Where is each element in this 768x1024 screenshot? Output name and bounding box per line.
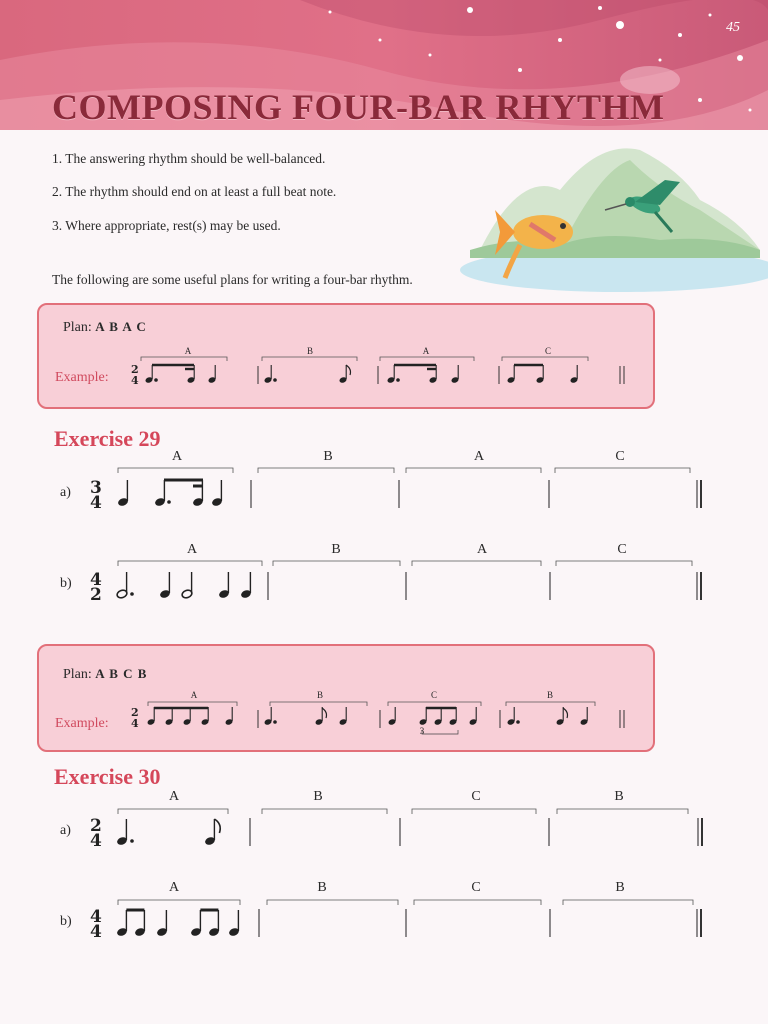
svg-text:4: 4 [90,570,102,590]
svg-text:2: 2 [90,816,102,836]
example-label: Example: [55,370,109,385]
section-letter: A [168,880,180,895]
section-brackets [118,468,690,473]
intro-text: The following are some useful plans for writing a four-bar rhythm. [52,272,413,287]
plan-box-abac [37,303,655,409]
rule-3: 3. Where appropriate, rest(s) may be used. [52,218,281,233]
section-letter: B [317,880,327,895]
section-letter: A [168,789,180,804]
section-letter: C [471,880,481,895]
example-label: Example: [55,716,109,731]
exercise-30-title: Exercise 30 [54,764,161,789]
page-number: 45 [726,20,740,35]
header-banner [0,0,768,130]
section-letter: B [316,690,323,700]
section-letter: A [422,346,430,356]
section-letter: A [186,542,198,557]
svg-text:2: 2 [90,585,102,605]
exercise30b-notes [116,910,240,937]
row-label: b) [60,914,72,929]
plan-label: Plan: A B A C [63,319,147,335]
svg-text:4: 4 [90,907,102,927]
exercise29b-notes [116,572,252,599]
exercise-29-title: Exercise 29 [54,426,161,451]
section-brackets [118,809,688,814]
svg-text:4: 4 [131,374,139,387]
svg-text:4: 4 [131,717,139,730]
section-letter: A [190,690,198,700]
section-letter: A [184,346,192,356]
section-letter: B [313,789,323,804]
exercise30a-notes [116,819,220,846]
section-letter: A [473,449,485,464]
time-signature [90,816,102,851]
svg-text:3: 3 [90,478,102,498]
hummingbird-icon [605,180,680,232]
svg-text:4: 4 [90,831,102,851]
svg-text:2: 2 [131,363,139,376]
row-label: b) [60,576,72,591]
time-signature [90,570,102,605]
plan-letters: A B C B [95,666,148,681]
rule-2: 2. The rhythm should end on at least a full beat note. [52,184,337,199]
exercise29a-notes [117,480,223,507]
mountain-illustration [460,148,768,292]
section-letter: B [546,690,553,700]
rule-1: 1. The answering rhythm should be well-balanced. [52,151,326,166]
section-letter: C [544,346,551,356]
section-letter: C [617,542,627,557]
section-brackets [118,900,693,905]
barlines [259,909,701,937]
section-letter: B [306,346,313,356]
triplet-mark: 3 [419,726,425,736]
barlines [251,480,701,508]
page-title: COMPOSING FOUR-BAR RHYTHM [52,87,665,127]
svg-text:2: 2 [131,706,139,719]
barlines [250,818,702,846]
section-letter: C [615,449,625,464]
section-letter: A [476,542,488,557]
section-letter: C [471,789,481,804]
plan-letters: A B A C [95,319,147,334]
section-letter: B [323,449,333,464]
section-letter: A [171,449,183,464]
section-letter: B [614,789,624,804]
fish-icon [495,210,573,278]
row-label: a) [60,485,71,500]
plan-label: Plan: A B C B [63,666,148,682]
section-brackets [118,561,692,566]
row-label: a) [60,823,71,838]
svg-text:4: 4 [90,922,102,942]
svg-text:4: 4 [90,493,102,513]
plan-box-abcb [37,644,655,752]
barlines [268,572,701,600]
time-signature [90,907,102,942]
section-letter: C [430,690,437,700]
section-letter: B [615,880,625,895]
time-signature [90,478,102,513]
section-letter: B [331,542,341,557]
